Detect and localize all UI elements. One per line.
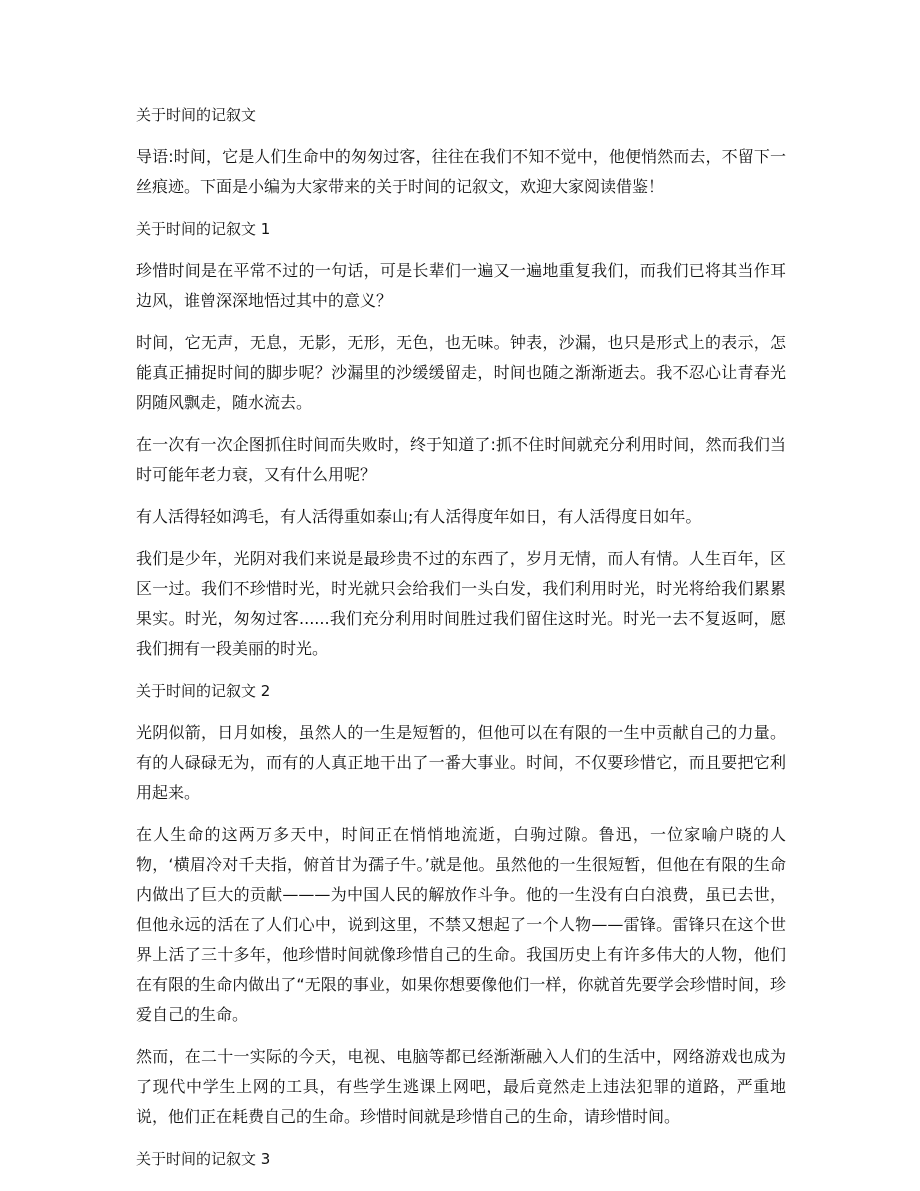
section-1-paragraph-2: 时间，它无声，无息，无影，无形，无色，也无味。钟表，沙漏，也只是形式上的表示，怎能真正捕捉时间的脚步呢？沙漏里的沙缓缓留走，时间也随之渐渐逝去。我不忍心让青春光阴随风飘走，随水流去。 (136, 333, 786, 412)
document-title: 关于时间的记叙文 (136, 106, 257, 124)
section-1-paragraph-5: 我们是少年，光阴对我们来说是最珍贵不过的东西了，岁月无情，而人有情。人生百年，区区一过。我们不珍惜时光，时光就只会给我们一头白发，我们利用时光，时光将给我们累累果实。时光，匆匆过客......我们充分利用时间胜过我们留住这时光。时光一去不复返呵，愿我们拥有一段美丽的时光。 (136, 549, 786, 658)
document-page (136, 100, 786, 1186)
section-2-paragraph-1: 光阴似箭，日月如梭，虽然人的一生是短暂的，但他可以在有限的一生中贡献自己的力量。有的人碌碌无为，而有的人真正地干出了一番大事业。时间，不仅要珍惜它，而且要把它利用起来。 (136, 723, 786, 802)
section-2-title: 关于时间的记叙文 2 (136, 682, 271, 700)
section-1-paragraph-4: 有人活得轻如鸿毛，有人活得重如泰山;有人活得度年如日，有人活得度日如年。 (136, 507, 702, 526)
section-1-title: 关于时间的记叙文 1 (136, 220, 271, 238)
section-1-paragraph-3: 在一次有一次企图抓住时间而失败时，终于知道了:抓不住时间就充分利用时间，然而我们当时可能年老力衰，又有什么用呢？ (136, 435, 786, 484)
section-2-paragraph-3: 然而，在二十一实际的今天，电视、电脑等都已经渐渐融入人们的生活中，网络游戏也成为了现代中学生上网的工具，有些学生逃课上网吧，最后竟然走上违法犯罪的道路，严重地说，他们正在耗费自己的生命。珍惜时间就是珍惜自己的生命，请珍惜时间。 (136, 1047, 786, 1126)
section-2-paragraph-2: 在人生命的这两万多天中，时间正在悄悄地流逝，白驹过隙。鲁迅，一位家喻户晓的人物，‘横眉冷对千夫指，俯首甘为孺子牛。’就是他。虽然他的一生很短暂，但他在有限的生命内做出了巨大的贡献———为中国人民的解放作斗争。他的一生没有白白浪费，虽已去世，但他永远的活在了人们心中，说到这里，不禁又想起了一个人物——雷锋。雷锋只在这个世界上活了三十多年，他珍惜时间就像珍惜自己的生命。我国历史上有许多伟大的人物，他们在有限的生命内做出了“无限的事业，如果你想要像他们一样，你就首先要学会珍惜时间，珍爱自己的生命。 (136, 825, 786, 1024)
section-1-paragraph-1: 珍惜时间是在平常不过的一句话，可是长辈们一遍又一遍地重复我们，而我们已将其当作耳边风，谁曾深深地悟过其中的意义？ (136, 261, 786, 310)
intro-paragraph: 导语:时间，它是人们生命中的匆匆过客，往往在我们不知不觉中，他便悄然而去，不留下一丝痕迹。下面是小编为大家带来的关于时间的记叙文，欢迎大家阅读借鉴！ (136, 147, 786, 196)
section-3-title: 关于时间的记叙文 3 (136, 1150, 271, 1168)
